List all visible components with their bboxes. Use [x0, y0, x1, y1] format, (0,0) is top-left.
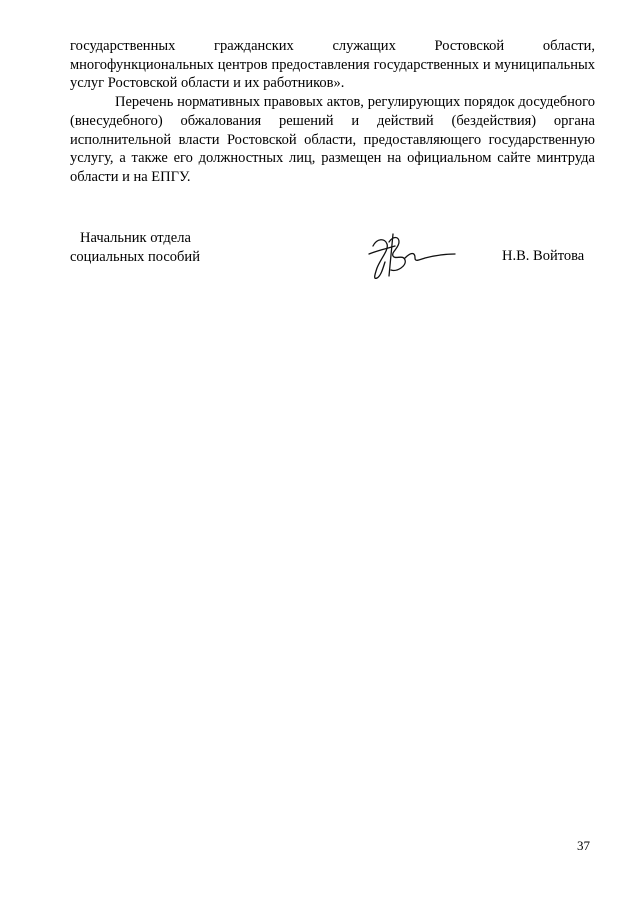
- document-body: [70, 37, 595, 187]
- handwritten-signature: [363, 232, 459, 282]
- paragraph-continuation: государственных гражданских служащих Ростовской области, многофункциональных центров предоставления государственных и муниципальных услуг Ростовской области и их работников».: [70, 38, 595, 92]
- position-line-1: Начальник отдела: [80, 230, 191, 246]
- position-line-2: социальных пособий: [70, 248, 200, 265]
- signatory-position: [70, 229, 200, 266]
- page-number: 37: [577, 838, 590, 853]
- paragraph-regulations: Перечень нормативных правовых актов, регулирующих порядок досудебного (внесудебного) обжалования решений и действий (бездействия) органа исполнительной власти Ростовской области, предоставляющего государственную услугу, а также его должностных лиц, размещен на официальном сайте минтруда области и на ЕПГУ.: [70, 94, 595, 185]
- signatory-name: Н.В. Войтова: [502, 248, 585, 264]
